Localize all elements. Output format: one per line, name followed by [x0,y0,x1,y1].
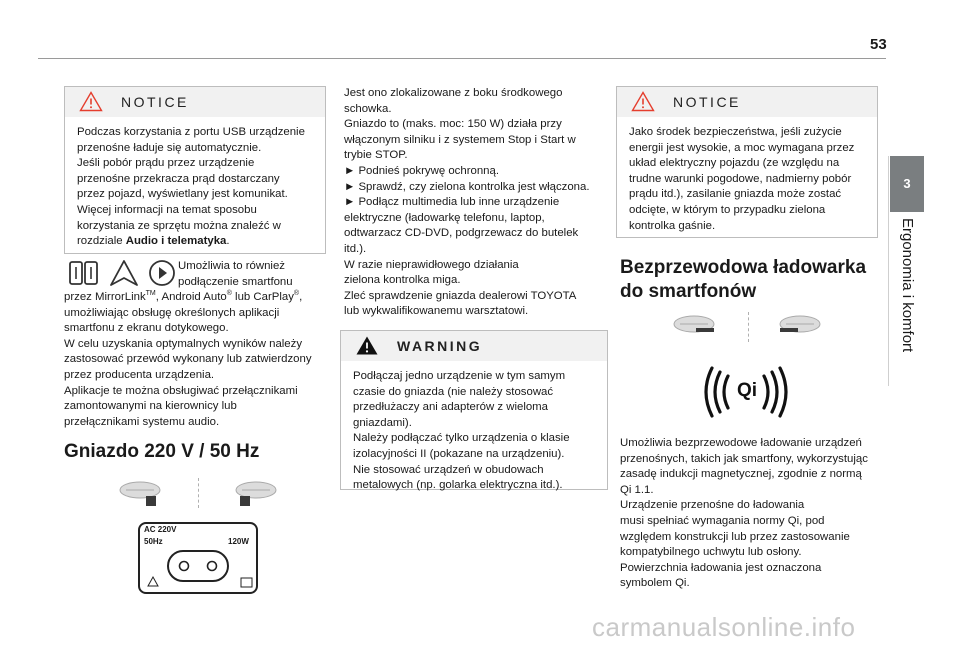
text-line: Urządzenie przenośne do ładowania [620,499,805,512]
chapter-reference[interactable]: Audio i telematyka [125,235,227,248]
step-item: ► Podnieś pokrywę ochronną. [344,164,500,177]
warning-triangle-icon [631,91,655,117]
notice-line: trudne warunki pogodowe, nadmierny pobór [629,172,852,185]
socket-frequency-label: 50Hz [144,537,163,546]
notice-body [65,117,325,258]
text-line: elektryczne (ładowarkę telefonu, laptop, [344,211,545,224]
notice-line: Jako środek bezpieczeństwa, jeśli zużycie [629,126,842,138]
mirror-line: zastosować przewód wykonany lub zatwierdzony [64,353,312,366]
mirror-text: , [299,291,303,303]
mirror-line: zamontowanymi na kierownicy lub [64,400,237,413]
divider [748,312,749,342]
warning-title: WARNING [397,338,483,354]
mirrorlink-icon [68,258,100,293]
steering-wheel-left-icon [118,480,184,515]
chapter-title-text: Ergonomia i komfort [899,218,916,353]
warning-line: czasie do gniazda (nie należy stosować [353,385,554,398]
warning-triangle-icon [79,91,103,117]
text-line: symbolem Qi. [620,577,690,590]
mirror-line: smartfonu z ekranu dotykowego. [64,322,229,335]
text-line: Jest ono zlokalizowane z boku środkowego [344,87,563,99]
warning-line: gniazdami). [353,416,412,429]
text-line: Powierzchnia ładowania jest oznaczona [620,561,822,574]
notice-text: rozdziale [77,235,126,248]
chapter-tab[interactable]: 3 [890,156,924,212]
notice-box-usb [64,86,326,254]
notice-header [617,87,877,117]
text-line: lub wykwalifikowanemu warsztatowi. [344,305,529,318]
text-line: schowka. [344,102,392,115]
mirror-line: Umożliwia to również [178,260,285,272]
trademark-mark: TM [145,290,156,298]
notice-line: przenośne przekracza prąd dostarczany [77,172,280,185]
mirroring-icons [68,258,180,288]
qi-label: Qi [736,380,758,401]
text-line: itd.). [344,242,367,255]
registered-mark: ® [226,290,232,298]
warning-line: przedłużaczy ani adapterów z wieloma [353,401,549,414]
notice-line: korzystania ze sprzętu można znaleźć w [77,219,281,232]
text-line: Umożliwia bezprzewodowe ładowanie urządzeń [620,437,862,449]
notice-body [617,117,877,242]
warning-line: Należy podłączać tylko urządzenia o klasie [353,432,570,445]
text-line: trybie STOP. [344,149,408,162]
wireless-description [620,436,882,592]
android-auto-icon [108,258,140,293]
mirror-text: przez MirrorLink [64,291,146,303]
text-line: musi spełniać wymagania normy Qi, pod [620,514,825,527]
mirror-line: Aplikacje te można obsługiwać przełącznikami [64,384,298,397]
notice-line: układ elektryczny pojazdu (ze względu na [629,157,840,170]
socket-illustration [138,522,258,594]
notice-line: Podczas korzystania z portu USB urządzenie [77,126,305,138]
socket-power-label: 120W [228,537,249,546]
heading-line: Bezprzewodowa ładowarka [620,257,867,278]
notice-line: energii jest wysokie, a moc wymagana przez [629,141,855,154]
text-line: przenośnych, takich jak smartfony, wykorzystując [620,452,868,465]
warning-line: Nie stosować urządzeń w obudowach [353,463,544,476]
warning-line: izolacyjności II (pokazane na urządzeniu). [353,447,565,460]
registered-mark: ® [293,290,300,298]
carplay-icon [146,258,178,293]
qi-symbol [698,366,794,418]
divider [198,478,199,508]
notice-line: Jeśli pobór prądu przez urządzenie [77,157,255,170]
header-rule [38,58,886,59]
notice-line: przez pojazd, wyświetlany jest komunikat. [77,188,288,201]
text-line: zasadę indukcji magnetycznej, zgodnie z normą [620,468,862,481]
heading-line: do smartfonów [620,281,757,302]
notice-text: . [226,235,230,248]
notice-line [77,234,315,250]
steering-wheel-right-icon [212,480,278,515]
text-line: Zleć sprawdzenie gniazda dealerowi TOYOTA [344,289,577,302]
notice-line: prądu itd.), zasilanie gniazda może zostać [629,188,842,201]
steering-wheel-right-icon [756,314,822,349]
mirror-line: przełącznikami systemu audio. [64,415,220,428]
text-line: Gniazdo to (maks. moc: 150 W) działa przy [344,118,562,131]
mirror-line: umożliwiając obsługę określonych aplikacji [64,306,280,319]
location-pictogram-socket [118,476,278,512]
notice-title: NOTICE [673,94,741,110]
mirror-line: przez producenta urządzenia. [64,368,215,381]
notice-header [65,87,325,117]
text-line: W razie nieprawidłowego działania [344,258,519,271]
mirror-line [64,290,334,306]
warning-body [341,361,607,502]
section-heading-wireless [620,256,880,304]
watermark: carmanualsonline.info [592,612,856,642]
mirroring-text [64,290,334,430]
page-number: 53 [870,36,887,53]
mirror-line: podłączenie smartfonu [178,275,293,288]
step-item: ► Podłącz multimedia lub inne urządzenie [344,196,560,209]
text-line: kompatybilnego uchwytu lub osłony. [620,546,802,559]
text-line: względem konstrukcji lub przez zastosowanie [620,530,850,543]
mirror-text: lub CarPlay [231,291,294,303]
warning-header [341,331,607,361]
socket-description [344,86,610,320]
mirror-line: W celu uzyskania optymalnych wyników należy [64,337,303,350]
socket-voltage-label: AC 220V [144,525,177,534]
notice-line: odcięte, w którym to przypadku zielona [629,203,826,216]
chapter-title [889,218,925,438]
text-line: Qi 1.1. [620,483,654,496]
notice-line: kontrolka gaśnie. [629,219,716,232]
steering-wheel-left-icon [672,314,738,349]
step-item: ► Sprawdź, czy zielona kontrolka jest włączona. [344,180,590,193]
text-line: odtwarzacz CD-DVD, podgrzewacz do butelek [344,227,579,240]
warning-line: metalowych (np. golarka elektryczna itd.). [353,479,563,492]
mirror-text: , Android Auto [155,291,227,303]
notice-title: NOTICE [121,94,189,110]
location-pictogram-wireless [672,310,832,346]
text-line: włączonym silniku i z systemem Stop i Start w [344,133,576,146]
notice-line: przenośne ładuje się automatycznie. [77,141,262,154]
notice-box-power [616,86,878,238]
notice-line: Więcej informacji na temat sposobu [77,203,257,216]
warning-triangle-icon [355,335,379,361]
section-heading-socket: Gniazdo 220 V / 50 Hz [64,441,260,462]
warning-box [340,330,608,490]
warning-line: Podłączaj jedno urządzenie w tym samym [353,370,566,382]
text-line: zielona kontrolka miga. [344,274,461,287]
mirroring-intro [178,259,328,290]
